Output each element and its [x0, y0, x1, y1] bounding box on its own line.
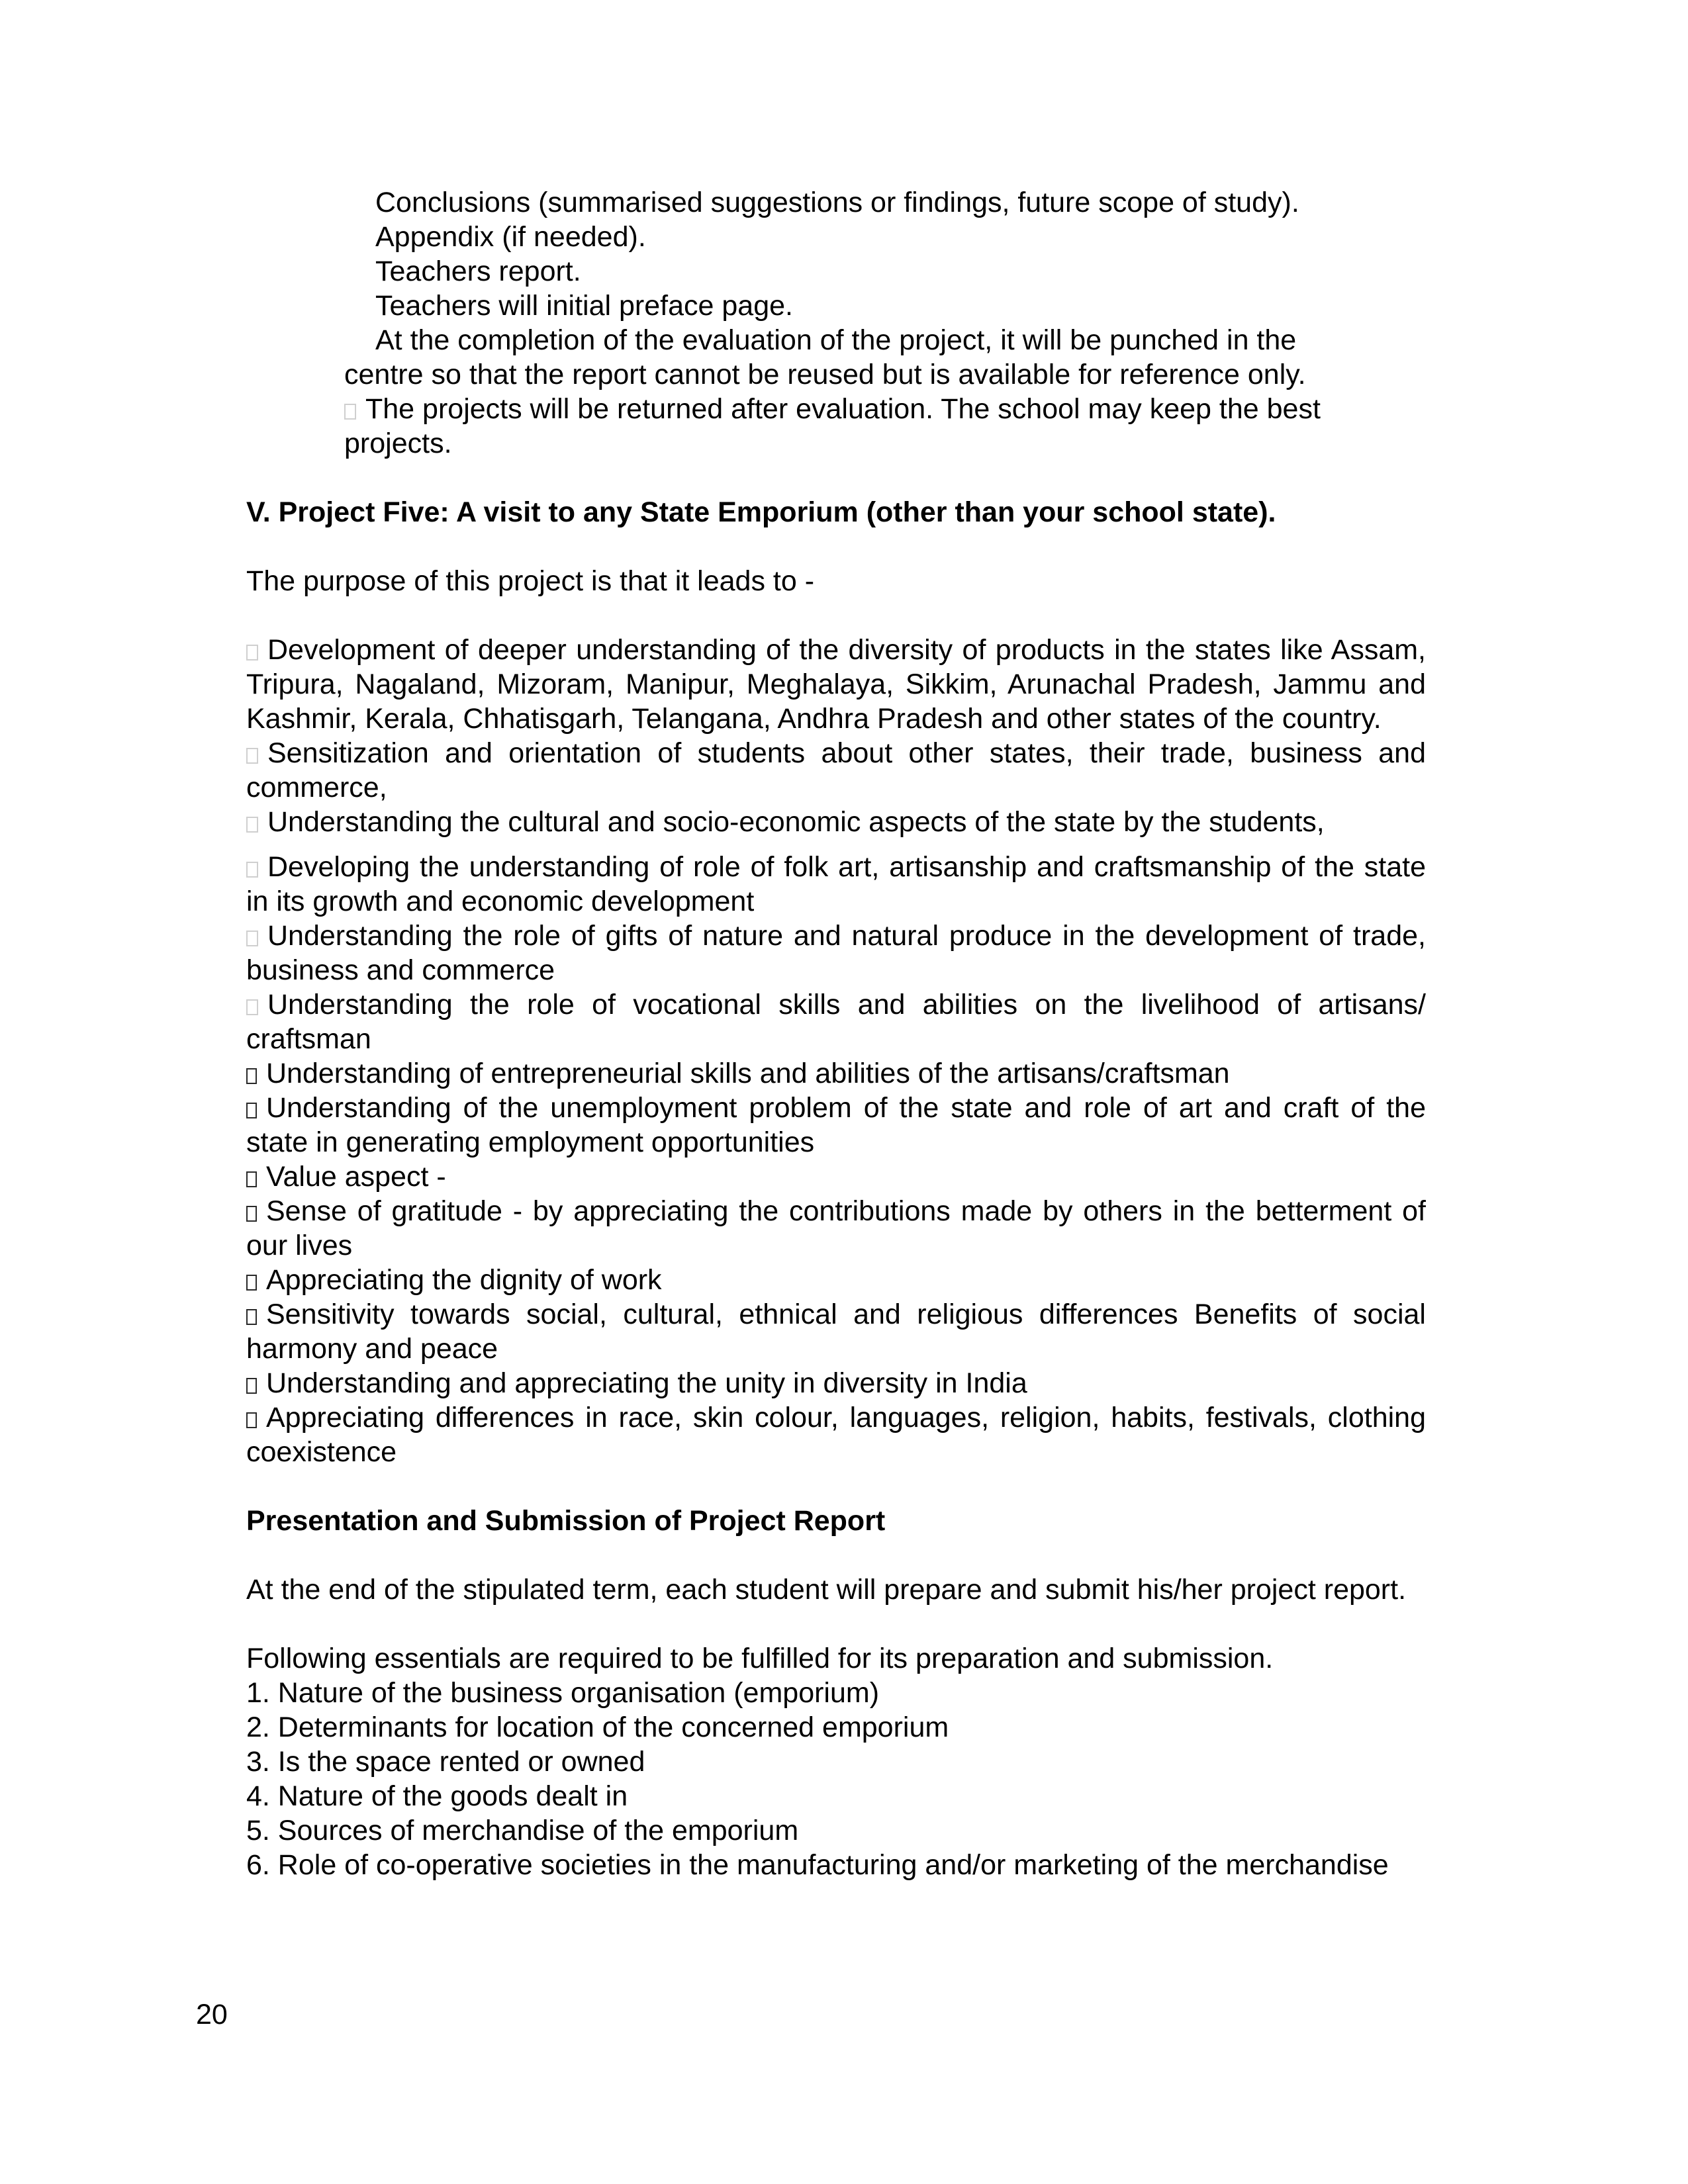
list-item: Appreciating the dignity of work: [246, 1263, 1426, 1297]
list-item: Sensitivity towards social, cultural, ethnical and religious differences Benefits of social harmony and peace: [246, 1298, 1426, 1365]
missing-glyph-bullet-icon: [344, 404, 356, 420]
section-heading: Presentation and Submission of Project Report: [246, 1505, 886, 1537]
missing-glyph-bullet-icon: [246, 862, 258, 878]
essentials-intro: Following essentials are required to be fulfilled for its preparation and submission.: [246, 1643, 1274, 1674]
list-item: 1. Nature of the business organisation (emporium): [246, 1677, 880, 1709]
text-line: Appendix (if needed).: [375, 221, 646, 253]
list-item: Understanding the role of gifts of nature and natural produce in the development of trade, business and commerce: [246, 920, 1426, 986]
list-item: Understanding the role of vocational skills and abilities on the livelihood of artisans/ craftsman: [246, 989, 1426, 1055]
text-line: At the completion of the evaluation of the project, it will be punched in the: [375, 324, 1297, 356]
missing-glyph-bullet-icon: [246, 1206, 257, 1222]
missing-glyph-bullet-icon: [246, 817, 258, 833]
list-item: Development of deeper understanding of the diversity of products in the states like Assam, Tripura, Nagaland, Mizoram, Manipur, Meghalaya, Sikkim, Arunachal Pradesh, Jammu and Kashmir, Kerala, Chhatisgarh, Telangana, Andhra Pradesh and other states of the country.: [246, 634, 1426, 735]
list-item: 4. Nature of the goods dealt in: [246, 1780, 628, 1812]
list-item: Developing the understanding of role of folk art, artisanship and craftsmanship of the state in its growth and economic development: [246, 851, 1426, 917]
missing-glyph-bullet-icon: [246, 1068, 257, 1084]
list-item: 6. Role of co-operative societies in the manufacturing and/or marketing of the merchandise: [246, 1849, 1389, 1881]
missing-glyph-bullet-icon: [246, 1378, 257, 1394]
list-item: 5. Sources of merchandise of the emporium: [246, 1815, 799, 1846]
text-line: Conclusions (summarised suggestions or findings, future scope of study).: [375, 187, 1299, 218]
page-number: 20: [196, 1999, 228, 2030]
missing-glyph-bullet-icon: [246, 999, 258, 1015]
list-item: 3. Is the space rented or owned: [246, 1746, 645, 1778]
bullet-text: The projects will be returned after evaluation. The school may keep the best projects.: [344, 393, 1321, 459]
missing-glyph-bullet-icon: [246, 1309, 257, 1325]
list-item: Appreciating differences in race, skin colour, languages, religion, habits, festivals, clothing coexistence: [246, 1402, 1426, 1468]
text-line: centre so that the report cannot be reused but is available for reference only.: [344, 359, 1306, 390]
text-line: Teachers report.: [375, 255, 581, 287]
list-item: Understanding and appreciating the unity in diversity in India: [246, 1366, 1426, 1400]
missing-glyph-bullet-icon: [246, 748, 258, 764]
section-heading: V. Project Five: A visit to any State Emporium (other than your school state).: [246, 496, 1276, 528]
main-content: [246, 495, 1426, 1882]
list-item: Sense of gratitude - by appreciating the contributions made by others in the betterment of our lives: [246, 1195, 1426, 1261]
missing-glyph-bullet-icon: [246, 1103, 257, 1118]
list-item: 2. Determinants for location of the concerned emporium: [246, 1711, 949, 1743]
missing-glyph-bullet-icon: [246, 1171, 257, 1187]
missing-glyph-bullet-icon: [246, 1412, 257, 1428]
report-contents-continued: [344, 185, 1470, 461]
list-item: Understanding of the unemployment problem of the state and role of art and craft of the state in generating employment opportunities: [246, 1092, 1426, 1158]
purpose-list: [246, 633, 1426, 1469]
missing-glyph-bullet-icon: [246, 645, 258, 660]
text-line: Teachers will initial preface page.: [375, 290, 793, 322]
missing-glyph-bullet-icon: [246, 1275, 257, 1291]
essentials-list: [246, 1676, 1426, 1882]
missing-glyph-bullet-icon: [246, 931, 258, 946]
paragraph: At the end of the stipulated term, each student will prepare and submit his/her project report.: [246, 1574, 1407, 1606]
bullet-item: [344, 392, 1383, 461]
intro-text: The purpose of this project is that it leads to -: [246, 565, 815, 597]
list-item: Understanding of entrepreneurial skills and abilities of the artisans/craftsman: [246, 1056, 1426, 1091]
list-item: Understanding the cultural and socio-economic aspects of the state by the students,: [246, 805, 1426, 839]
list-item: Value aspect -: [246, 1160, 1426, 1194]
list-item: Sensitization and orientation of students about other states, their trade, business and commerce,: [246, 737, 1426, 803]
